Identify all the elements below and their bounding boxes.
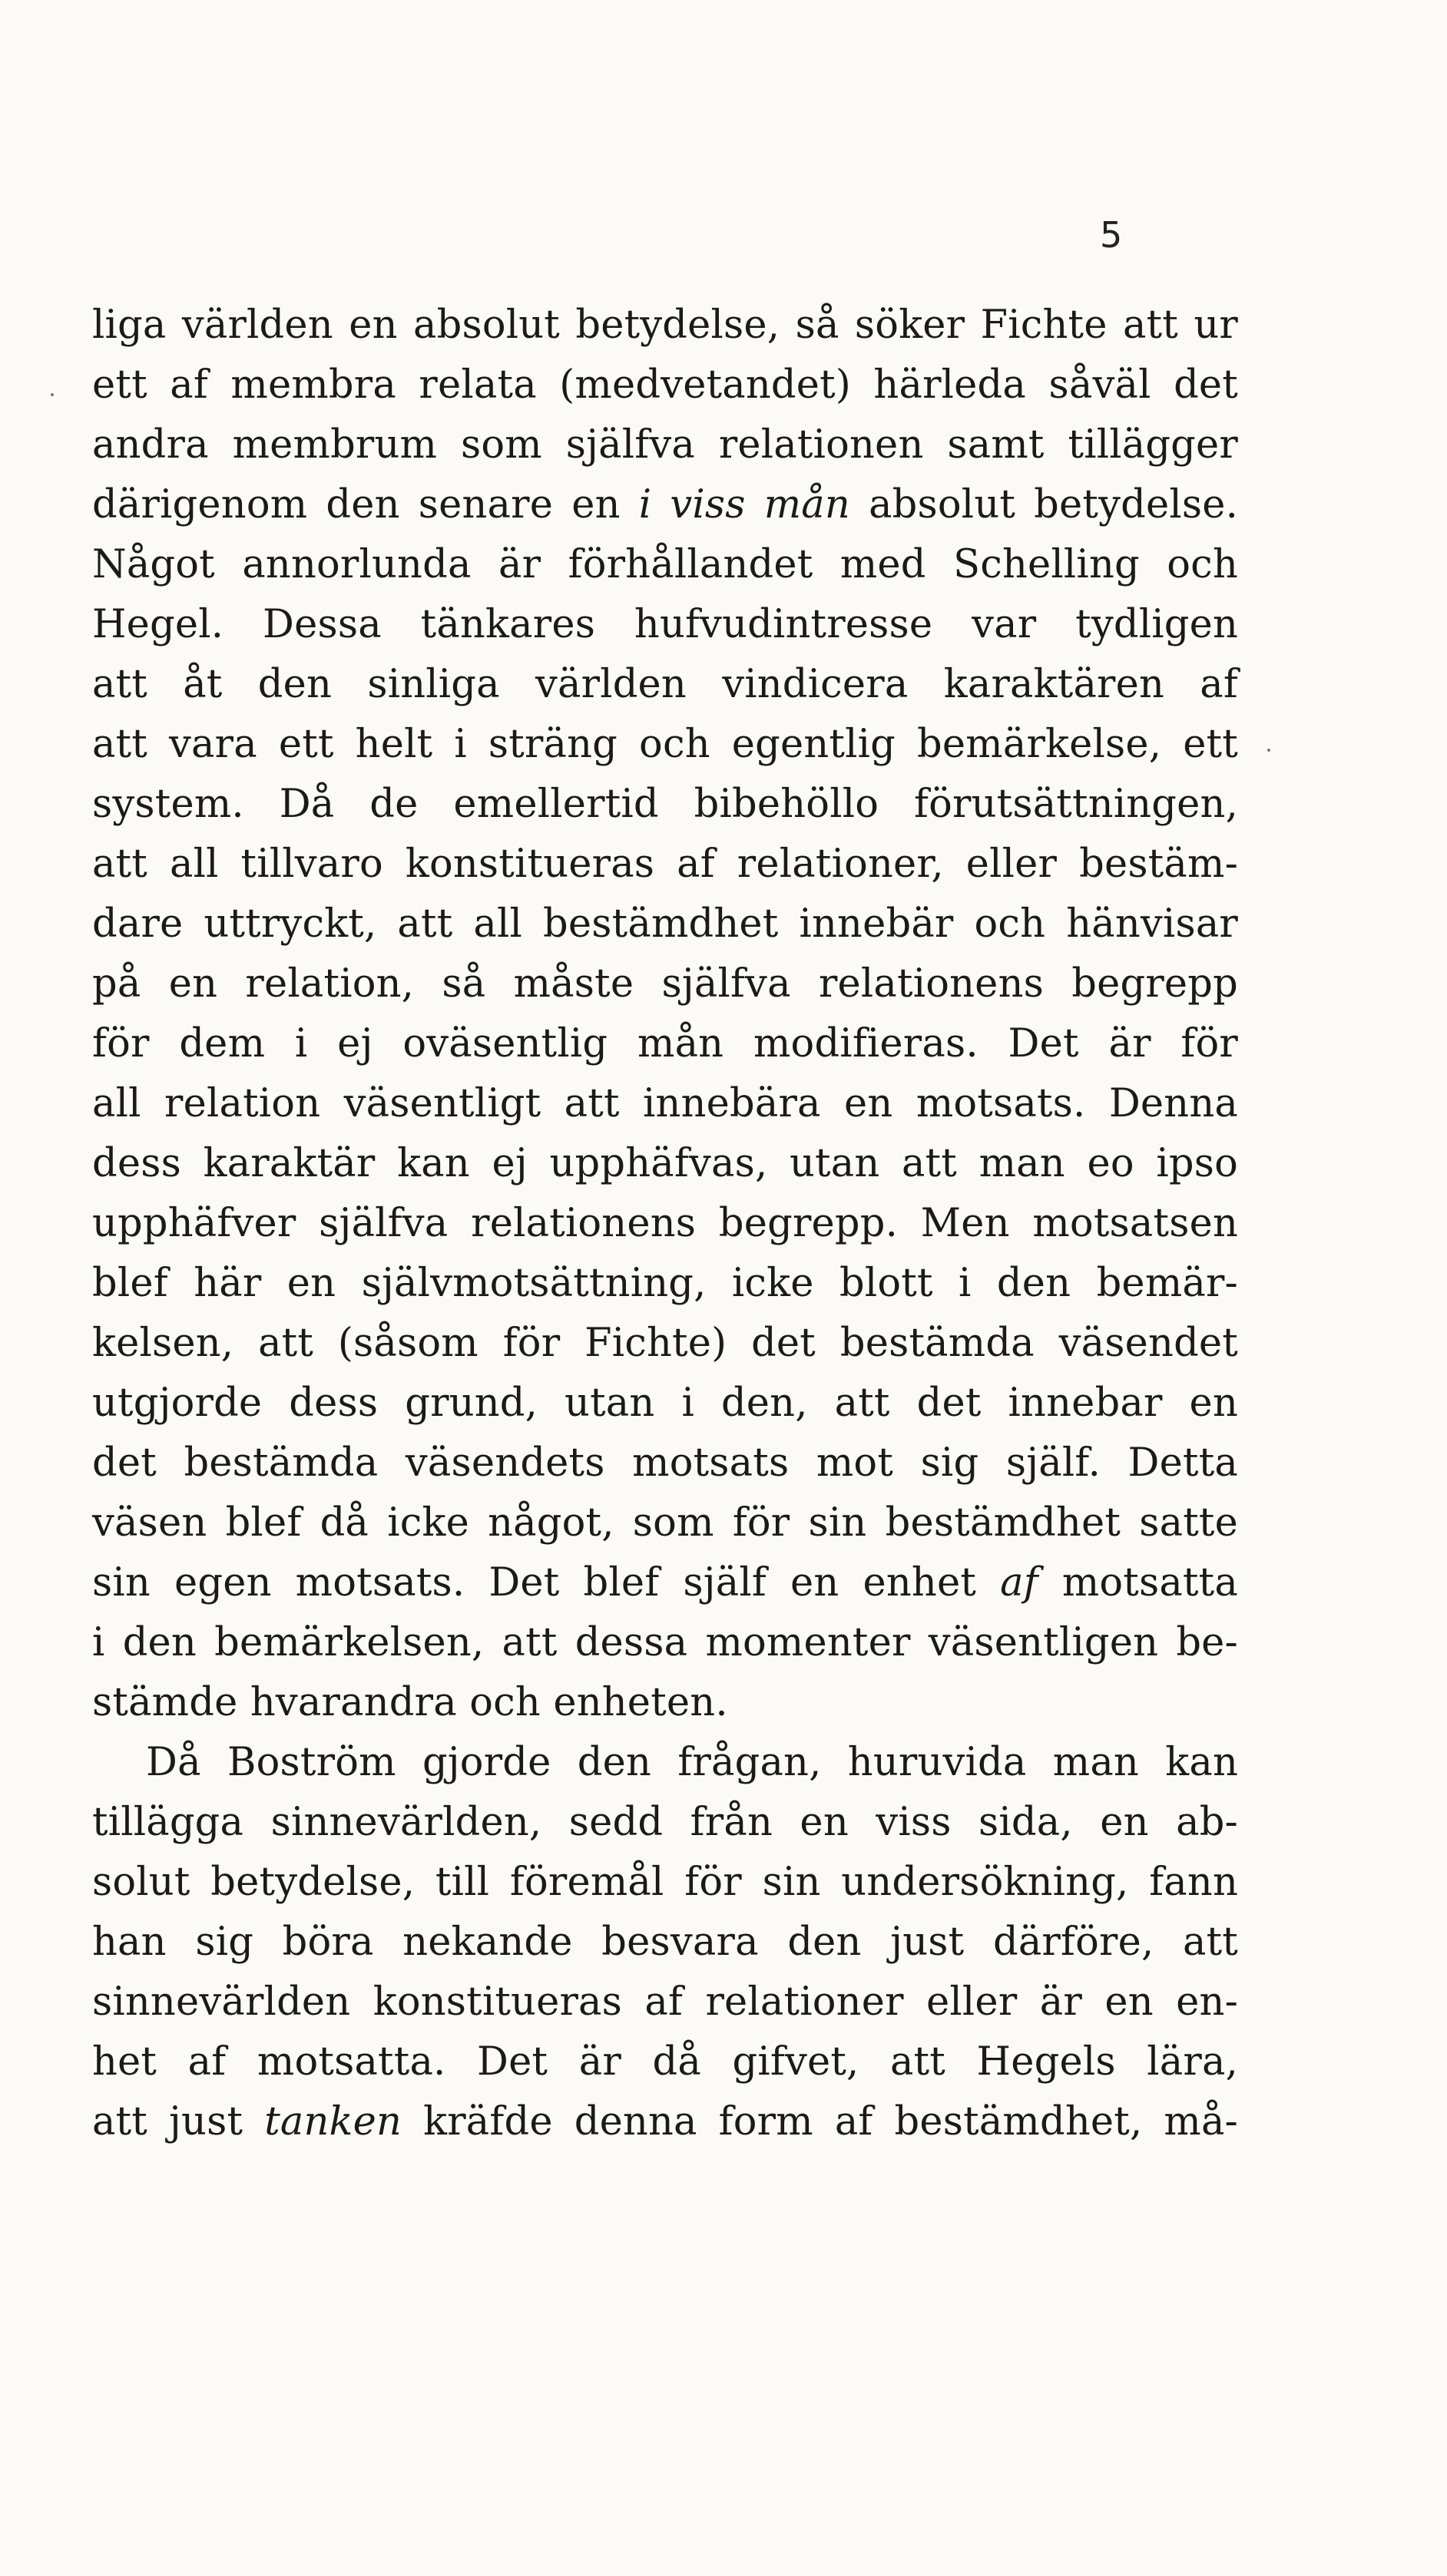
text-line: liga världen en absolut betydelse, så söker Fichte att ur <box>92 303 1238 348</box>
text-line: tillägga sinnevärlden, sedd från en viss sida, en ab- <box>92 1800 1238 1845</box>
text-run: sin egen motsats. Det blef själf en enhet <box>92 1560 977 1605</box>
text-line: att all tillvaro konstitueras af relationer, eller bestäm- <box>92 842 1238 887</box>
text-line: andra membrum som själfva relationen samt tillägger <box>92 422 1238 468</box>
text-line: på en relation, så måste själfva relationens begrepp <box>92 961 1238 1007</box>
text-line <box>92 1553 1238 1613</box>
text-line: väsen blef då icke något, som för sin bestämdhet satte <box>92 1500 1238 1546</box>
text-line <box>92 2092 1238 2152</box>
text-run: absolut betydelse. <box>869 482 1238 527</box>
text-run: motsatta <box>1061 1560 1238 1605</box>
text-line: all relation väsentligt att innebära en motsats. Denna <box>92 1081 1238 1126</box>
text-line: dess karaktär kan ej upphäfvas, utan att man eo ipso <box>92 1141 1238 1186</box>
text-line: ett af membra relata (medvetandet) härleda såväl det <box>92 362 1238 408</box>
text-line: stämde hvarandra och enheten. <box>92 1680 728 1725</box>
text-line: system. Då de emellertid bibehöllo förutsättningen, <box>92 782 1238 827</box>
text-line: dare uttryckt, att all bestämdhet innebär och hänvisar <box>92 901 1238 947</box>
text-line: Då Boström gjorde den frågan, huruvida man kan <box>146 1740 1238 1785</box>
text-line: att vara ett helt i sträng och egentlig bemärkelse, ett <box>92 722 1238 767</box>
margin-mark <box>1267 749 1270 752</box>
text-line: Hegel. Dessa tänkares hufvudintresse var tydligen <box>92 602 1238 647</box>
text-line: sinnevärlden konstitueras af relationer eller är en en- <box>92 1979 1238 2025</box>
text-line: blef här en självmotsättning, icke blott i den bemär- <box>92 1261 1238 1306</box>
italic-word: tanken <box>264 2099 402 2144</box>
text-line: utgjorde dess grund, utan i den, att det innebar en <box>92 1381 1238 1426</box>
body-text <box>92 296 1238 2152</box>
text-run: kräfde denna form af bestämdhet, må- <box>423 2099 1238 2144</box>
italic-phrase: i viss mån <box>638 482 850 527</box>
text-run: att just <box>92 2099 243 2144</box>
text-line: det bestämda väsendets motsats mot sig själf. Detta <box>92 1440 1238 1486</box>
text-run: därigenom den senare en <box>92 482 621 527</box>
italic-word: af <box>1000 1560 1038 1605</box>
text-line <box>92 475 1238 535</box>
text-line: i den bemärkelsen, att dessa momenter väsentligen be- <box>92 1620 1238 1665</box>
text-line: Något annorlunda är förhållandet med Schelling och <box>92 542 1238 587</box>
text-line: kelsen, att (såsom för Fichte) det bestämda väsendet <box>92 1321 1238 1366</box>
page-number: 5 <box>1100 214 1123 256</box>
text-line: för dem i ej oväsentlig mån modifieras. Det är för <box>92 1021 1238 1066</box>
margin-mark <box>51 393 54 396</box>
text-line: att åt den sinliga världen vindicera karaktären af <box>92 662 1238 707</box>
text-line: han sig böra nekande besvara den just därföre, att <box>92 1920 1238 1965</box>
text-line: solut betydelse, till föremål för sin undersökning, fann <box>92 1860 1238 1905</box>
text-line: het af motsatta. Det är då gifvet, att Hegels lära, <box>92 2039 1238 2085</box>
text-line: upphäfver själfva relationens begrepp. Men motsatsen <box>92 1201 1238 1246</box>
